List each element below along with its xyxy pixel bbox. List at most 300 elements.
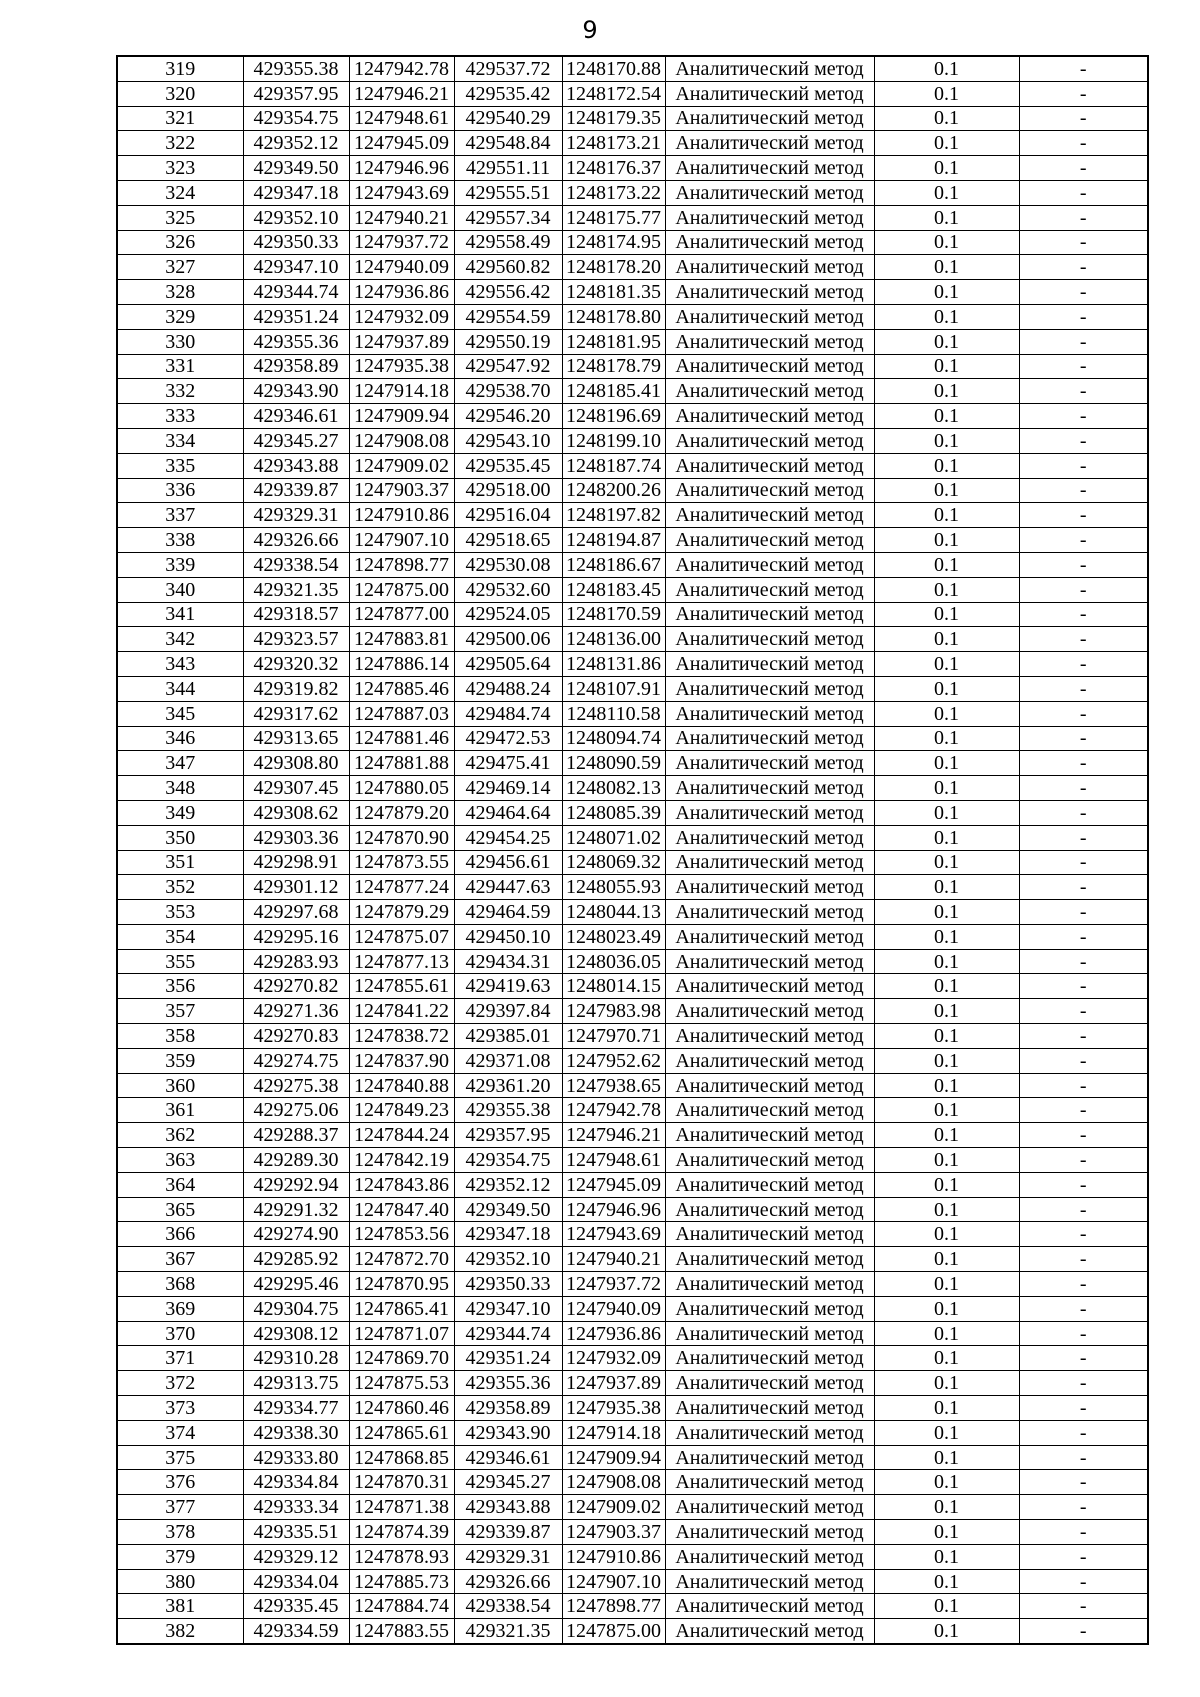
cell-point-number: 367: [117, 1247, 243, 1272]
cell-x-start: 429350.33: [243, 230, 349, 255]
cell-y-end: 1247903.37: [562, 1520, 665, 1545]
cell-point-number: 344: [117, 676, 243, 701]
cell-x-end: 429447.63: [454, 875, 562, 900]
cell-y-end: 1248176.37: [562, 156, 665, 181]
cell-y-end: 1247910.86: [562, 1544, 665, 1569]
cell-point-number: 358: [117, 1024, 243, 1049]
table-row: [117, 81, 1148, 106]
cell-point-number: 366: [117, 1222, 243, 1247]
cell-accuracy: 0.1: [874, 354, 1019, 379]
cell-y-end: 1248175.77: [562, 205, 665, 230]
cell-y-start: 1247914.18: [349, 379, 454, 404]
cell-method: Аналитический метод: [665, 156, 874, 181]
cell-method: Аналитический метод: [665, 304, 874, 329]
cell-y-start: 1247946.21: [349, 81, 454, 106]
cell-x-start: 429349.50: [243, 156, 349, 181]
cell-note: -: [1019, 701, 1148, 726]
cell-point-number: 331: [117, 354, 243, 379]
table-row: [117, 800, 1148, 825]
cell-note: -: [1019, 676, 1148, 701]
cell-y-end: 1247914.18: [562, 1420, 665, 1445]
cell-note: -: [1019, 1520, 1148, 1545]
table-row: [117, 1371, 1148, 1396]
cell-note: -: [1019, 1172, 1148, 1197]
cell-note: -: [1019, 1272, 1148, 1297]
cell-x-end: 429543.10: [454, 428, 562, 453]
cell-point-number: 356: [117, 974, 243, 999]
cell-point-number: 323: [117, 156, 243, 181]
cell-method: Аналитический метод: [665, 528, 874, 553]
cell-method: Аналитический метод: [665, 453, 874, 478]
table-row: [117, 156, 1148, 181]
cell-note: -: [1019, 552, 1148, 577]
cell-note: -: [1019, 329, 1148, 354]
cell-y-start: 1247880.05: [349, 776, 454, 801]
cell-x-end: 429352.12: [454, 1172, 562, 1197]
table-row: [117, 1420, 1148, 1445]
cell-x-end: 429419.63: [454, 974, 562, 999]
cell-x-start: 429339.87: [243, 478, 349, 503]
cell-x-start: 429333.34: [243, 1495, 349, 1520]
cell-x-end: 429454.25: [454, 825, 562, 850]
cell-note: -: [1019, 1470, 1148, 1495]
cell-y-start: 1247872.70: [349, 1247, 454, 1272]
cell-x-end: 429347.10: [454, 1296, 562, 1321]
cell-x-end: 429484.74: [454, 701, 562, 726]
cell-y-start: 1247936.86: [349, 280, 454, 305]
cell-point-number: 352: [117, 875, 243, 900]
cell-point-number: 368: [117, 1272, 243, 1297]
cell-point-number: 335: [117, 453, 243, 478]
cell-method: Аналитический метод: [665, 1098, 874, 1123]
cell-x-end: 429464.64: [454, 800, 562, 825]
cell-x-end: 429469.14: [454, 776, 562, 801]
cell-x-start: 429351.24: [243, 304, 349, 329]
cell-x-start: 429355.38: [243, 56, 349, 81]
cell-method: Аналитический метод: [665, 379, 874, 404]
cell-note: -: [1019, 577, 1148, 602]
cell-x-end: 429385.01: [454, 1024, 562, 1049]
cell-note: -: [1019, 156, 1148, 181]
cell-y-start: 1247883.81: [349, 627, 454, 652]
table-row: [117, 900, 1148, 925]
cell-point-number: 338: [117, 528, 243, 553]
cell-accuracy: 0.1: [874, 1024, 1019, 1049]
cell-accuracy: 0.1: [874, 453, 1019, 478]
cell-x-start: 429275.38: [243, 1073, 349, 1098]
cell-note: -: [1019, 304, 1148, 329]
cell-point-number: 319: [117, 56, 243, 81]
cell-x-start: 429303.36: [243, 825, 349, 850]
cell-x-end: 429352.10: [454, 1247, 562, 1272]
cell-y-start: 1247877.00: [349, 602, 454, 627]
cell-x-start: 429313.75: [243, 1371, 349, 1396]
cell-note: -: [1019, 1024, 1148, 1049]
cell-point-number: 322: [117, 131, 243, 156]
cell-y-end: 1247940.21: [562, 1247, 665, 1272]
cell-y-start: 1247870.95: [349, 1272, 454, 1297]
cell-method: Аналитический метод: [665, 131, 874, 156]
cell-x-end: 429546.20: [454, 404, 562, 429]
cell-accuracy: 0.1: [874, 1594, 1019, 1619]
cell-y-start: 1247910.86: [349, 503, 454, 528]
cell-method: Аналитический метод: [665, 1619, 874, 1644]
cell-accuracy: 0.1: [874, 503, 1019, 528]
cell-y-end: 1247952.62: [562, 1048, 665, 1073]
table-row: [117, 503, 1148, 528]
coordinates-table: [116, 55, 1149, 1645]
cell-method: Аналитический метод: [665, 255, 874, 280]
table-row: [117, 999, 1148, 1024]
cell-y-end: 1248136.00: [562, 627, 665, 652]
cell-y-start: 1247883.55: [349, 1619, 454, 1644]
cell-x-start: 429274.90: [243, 1222, 349, 1247]
cell-x-start: 429301.12: [243, 875, 349, 900]
cell-y-end: 1247936.86: [562, 1321, 665, 1346]
cell-method: Аналитический метод: [665, 949, 874, 974]
cell-note: -: [1019, 1495, 1148, 1520]
cell-y-start: 1247940.21: [349, 205, 454, 230]
cell-y-start: 1247909.94: [349, 404, 454, 429]
cell-x-end: 429538.70: [454, 379, 562, 404]
cell-y-start: 1247849.23: [349, 1098, 454, 1123]
cell-accuracy: 0.1: [874, 1619, 1019, 1644]
cell-note: -: [1019, 1445, 1148, 1470]
cell-x-end: 429518.65: [454, 528, 562, 553]
cell-x-start: 429334.77: [243, 1396, 349, 1421]
cell-x-end: 429540.29: [454, 106, 562, 131]
cell-y-start: 1247838.72: [349, 1024, 454, 1049]
cell-note: -: [1019, 776, 1148, 801]
cell-note: -: [1019, 503, 1148, 528]
table-row: [117, 676, 1148, 701]
cell-accuracy: 0.1: [874, 180, 1019, 205]
cell-y-start: 1247871.38: [349, 1495, 454, 1520]
table-row: [117, 751, 1148, 776]
cell-note: -: [1019, 1594, 1148, 1619]
table-row: [117, 1098, 1148, 1123]
cell-y-end: 1247898.77: [562, 1594, 665, 1619]
cell-method: Аналитический метод: [665, 602, 874, 627]
cell-point-number: 369: [117, 1296, 243, 1321]
table-row: [117, 1247, 1148, 1272]
cell-method: Аналитический метод: [665, 503, 874, 528]
cell-x-end: 429329.31: [454, 1544, 562, 1569]
cell-x-start: 429326.66: [243, 528, 349, 553]
cell-note: -: [1019, 1396, 1148, 1421]
cell-x-end: 429350.33: [454, 1272, 562, 1297]
cell-y-start: 1247932.09: [349, 304, 454, 329]
cell-x-end: 429464.59: [454, 900, 562, 925]
cell-x-start: 429343.88: [243, 453, 349, 478]
cell-accuracy: 0.1: [874, 280, 1019, 305]
cell-accuracy: 0.1: [874, 676, 1019, 701]
cell-accuracy: 0.1: [874, 81, 1019, 106]
cell-x-start: 429291.32: [243, 1197, 349, 1222]
cell-y-end: 1248170.88: [562, 56, 665, 81]
cell-method: Аналитический метод: [665, 1172, 874, 1197]
cell-accuracy: 0.1: [874, 577, 1019, 602]
cell-point-number: 380: [117, 1569, 243, 1594]
cell-y-start: 1247879.29: [349, 900, 454, 925]
cell-point-number: 345: [117, 701, 243, 726]
cell-y-end: 1248055.93: [562, 875, 665, 900]
table-row: [117, 280, 1148, 305]
cell-method: Аналитический метод: [665, 1346, 874, 1371]
cell-note: -: [1019, 106, 1148, 131]
cell-point-number: 378: [117, 1520, 243, 1545]
cell-accuracy: 0.1: [874, 1172, 1019, 1197]
cell-accuracy: 0.1: [874, 1520, 1019, 1545]
cell-accuracy: 0.1: [874, 255, 1019, 280]
cell-note: -: [1019, 800, 1148, 825]
cell-x-end: 429548.84: [454, 131, 562, 156]
cell-y-end: 1248044.13: [562, 900, 665, 925]
cell-accuracy: 0.1: [874, 999, 1019, 1024]
cell-point-number: 373: [117, 1396, 243, 1421]
cell-x-end: 429355.38: [454, 1098, 562, 1123]
cell-y-end: 1248014.15: [562, 974, 665, 999]
cell-accuracy: 0.1: [874, 850, 1019, 875]
cell-note: -: [1019, 56, 1148, 81]
cell-accuracy: 0.1: [874, 131, 1019, 156]
cell-accuracy: 0.1: [874, 1073, 1019, 1098]
cell-accuracy: 0.1: [874, 1272, 1019, 1297]
cell-method: Аналитический метод: [665, 999, 874, 1024]
cell-x-end: 429343.88: [454, 1495, 562, 1520]
cell-method: Аналитический метод: [665, 1073, 874, 1098]
cell-x-start: 429329.31: [243, 503, 349, 528]
cell-y-start: 1247844.24: [349, 1123, 454, 1148]
cell-y-start: 1247885.46: [349, 676, 454, 701]
cell-accuracy: 0.1: [874, 949, 1019, 974]
cell-method: Аналитический метод: [665, 1544, 874, 1569]
cell-method: Аналитический метод: [665, 81, 874, 106]
cell-y-end: 1248069.32: [562, 850, 665, 875]
cell-x-start: 429329.12: [243, 1544, 349, 1569]
cell-y-end: 1247946.96: [562, 1197, 665, 1222]
cell-y-end: 1247983.98: [562, 999, 665, 1024]
cell-y-start: 1247903.37: [349, 478, 454, 503]
cell-x-start: 429274.75: [243, 1048, 349, 1073]
cell-y-start: 1247879.20: [349, 800, 454, 825]
cell-x-start: 429347.10: [243, 255, 349, 280]
cell-x-end: 429355.36: [454, 1371, 562, 1396]
cell-x-end: 429535.42: [454, 81, 562, 106]
table-row: [117, 180, 1148, 205]
table-row: [117, 1024, 1148, 1049]
cell-y-end: 1247937.89: [562, 1371, 665, 1396]
cell-method: Аналитический метод: [665, 1222, 874, 1247]
cell-x-end: 429354.75: [454, 1148, 562, 1173]
table-row: [117, 1048, 1148, 1073]
cell-note: -: [1019, 230, 1148, 255]
cell-x-end: 429505.64: [454, 652, 562, 677]
cell-method: Аналитический метод: [665, 280, 874, 305]
table-row: [117, 1445, 1148, 1470]
cell-y-end: 1247909.94: [562, 1445, 665, 1470]
cell-y-end: 1247946.21: [562, 1123, 665, 1148]
table-row: [117, 1272, 1148, 1297]
cell-point-number: 371: [117, 1346, 243, 1371]
cell-x-end: 429357.95: [454, 1123, 562, 1148]
cell-note: -: [1019, 1222, 1148, 1247]
cell-point-number: 375: [117, 1445, 243, 1470]
cell-accuracy: 0.1: [874, 1296, 1019, 1321]
cell-note: -: [1019, 1123, 1148, 1148]
cell-x-start: 429298.91: [243, 850, 349, 875]
cell-x-start: 429289.30: [243, 1148, 349, 1173]
cell-x-start: 429343.90: [243, 379, 349, 404]
table-row: [117, 404, 1148, 429]
cell-y-start: 1247942.78: [349, 56, 454, 81]
cell-y-start: 1247865.41: [349, 1296, 454, 1321]
cell-x-end: 429358.89: [454, 1396, 562, 1421]
cell-x-end: 429434.31: [454, 949, 562, 974]
cell-x-start: 429270.83: [243, 1024, 349, 1049]
cell-x-end: 429555.51: [454, 180, 562, 205]
cell-y-start: 1247868.85: [349, 1445, 454, 1470]
cell-accuracy: 0.1: [874, 379, 1019, 404]
cell-method: Аналитический метод: [665, 974, 874, 999]
cell-x-end: 429516.04: [454, 503, 562, 528]
cell-x-start: 429292.94: [243, 1172, 349, 1197]
cell-x-start: 429320.32: [243, 652, 349, 677]
cell-point-number: 334: [117, 428, 243, 453]
cell-method: Аналитический метод: [665, 726, 874, 751]
table-row: [117, 552, 1148, 577]
table-row: [117, 428, 1148, 453]
cell-y-start: 1247870.31: [349, 1470, 454, 1495]
cell-x-end: 429556.42: [454, 280, 562, 305]
cell-method: Аналитический метод: [665, 205, 874, 230]
cell-y-end: 1248174.95: [562, 230, 665, 255]
cell-y-start: 1247937.72: [349, 230, 454, 255]
cell-method: Аналитический метод: [665, 180, 874, 205]
cell-method: Аналитический метод: [665, 404, 874, 429]
table-row: [117, 627, 1148, 652]
table-row: [117, 131, 1148, 156]
cell-y-start: 1247878.93: [349, 1544, 454, 1569]
cell-y-start: 1247908.08: [349, 428, 454, 453]
cell-x-start: 429333.80: [243, 1445, 349, 1470]
cell-method: Аналитический метод: [665, 1321, 874, 1346]
cell-accuracy: 0.1: [874, 1569, 1019, 1594]
cell-x-start: 429334.59: [243, 1619, 349, 1644]
cell-x-end: 429500.06: [454, 627, 562, 652]
table-row: [117, 354, 1148, 379]
cell-x-start: 429271.36: [243, 999, 349, 1024]
cell-x-start: 429323.57: [243, 627, 349, 652]
cell-y-end: 1248036.05: [562, 949, 665, 974]
table-row: [117, 478, 1148, 503]
cell-y-start: 1247860.46: [349, 1396, 454, 1421]
cell-method: Аналитический метод: [665, 1024, 874, 1049]
cell-accuracy: 0.1: [874, 205, 1019, 230]
cell-note: -: [1019, 131, 1148, 156]
cell-y-start: 1247907.10: [349, 528, 454, 553]
table-row: [117, 56, 1148, 81]
cell-x-start: 429347.18: [243, 180, 349, 205]
cell-accuracy: 0.1: [874, 1222, 1019, 1247]
cell-y-end: 1247937.72: [562, 1272, 665, 1297]
cell-note: -: [1019, 453, 1148, 478]
cell-x-start: 429358.89: [243, 354, 349, 379]
table-row: [117, 255, 1148, 280]
table-row: [117, 1396, 1148, 1421]
cell-note: -: [1019, 974, 1148, 999]
cell-point-number: 353: [117, 900, 243, 925]
cell-y-start: 1247877.24: [349, 875, 454, 900]
table-row: [117, 875, 1148, 900]
cell-point-number: 342: [117, 627, 243, 652]
cell-y-start: 1247841.22: [349, 999, 454, 1024]
table-row: [117, 304, 1148, 329]
cell-method: Аналитический метод: [665, 329, 874, 354]
cell-method: Аналитический метод: [665, 1495, 874, 1520]
cell-y-end: 1248178.20: [562, 255, 665, 280]
cell-x-end: 429343.90: [454, 1420, 562, 1445]
cell-method: Аналитический метод: [665, 652, 874, 677]
cell-y-end: 1247938.65: [562, 1073, 665, 1098]
cell-x-start: 429313.65: [243, 726, 349, 751]
table-row: [117, 974, 1148, 999]
cell-x-start: 429334.04: [243, 1569, 349, 1594]
cell-x-end: 429371.08: [454, 1048, 562, 1073]
cell-x-start: 429308.80: [243, 751, 349, 776]
cell-point-number: 327: [117, 255, 243, 280]
table-row: [117, 701, 1148, 726]
cell-y-end: 1248178.80: [562, 304, 665, 329]
coordinates-table-body: [117, 56, 1148, 1644]
cell-y-end: 1248199.10: [562, 428, 665, 453]
cell-point-number: 336: [117, 478, 243, 503]
table-row: [117, 1470, 1148, 1495]
cell-x-end: 429554.59: [454, 304, 562, 329]
cell-x-end: 429351.24: [454, 1346, 562, 1371]
cell-note: -: [1019, 205, 1148, 230]
cell-y-end: 1248197.82: [562, 503, 665, 528]
cell-accuracy: 0.1: [874, 776, 1019, 801]
cell-y-end: 1247932.09: [562, 1346, 665, 1371]
cell-point-number: 348: [117, 776, 243, 801]
cell-x-end: 429346.61: [454, 1445, 562, 1470]
cell-point-number: 359: [117, 1048, 243, 1073]
cell-note: -: [1019, 354, 1148, 379]
cell-accuracy: 0.1: [874, 1470, 1019, 1495]
cell-point-number: 340: [117, 577, 243, 602]
cell-note: -: [1019, 875, 1148, 900]
cell-accuracy: 0.1: [874, 974, 1019, 999]
cell-note: -: [1019, 1073, 1148, 1098]
table-row: [117, 577, 1148, 602]
cell-accuracy: 0.1: [874, 875, 1019, 900]
cell-note: -: [1019, 528, 1148, 553]
cell-y-end: 1248200.26: [562, 478, 665, 503]
cell-method: Аналитический метод: [665, 1296, 874, 1321]
cell-x-start: 429344.74: [243, 280, 349, 305]
cell-method: Аналитический метод: [665, 1520, 874, 1545]
cell-point-number: 329: [117, 304, 243, 329]
cell-x-start: 429335.45: [243, 1594, 349, 1619]
table-row: [117, 1296, 1148, 1321]
cell-method: Аналитический метод: [665, 230, 874, 255]
cell-accuracy: 0.1: [874, 404, 1019, 429]
cell-x-start: 429275.06: [243, 1098, 349, 1123]
cell-method: Аналитический метод: [665, 106, 874, 131]
cell-point-number: 362: [117, 1123, 243, 1148]
cell-y-start: 1247874.39: [349, 1520, 454, 1545]
